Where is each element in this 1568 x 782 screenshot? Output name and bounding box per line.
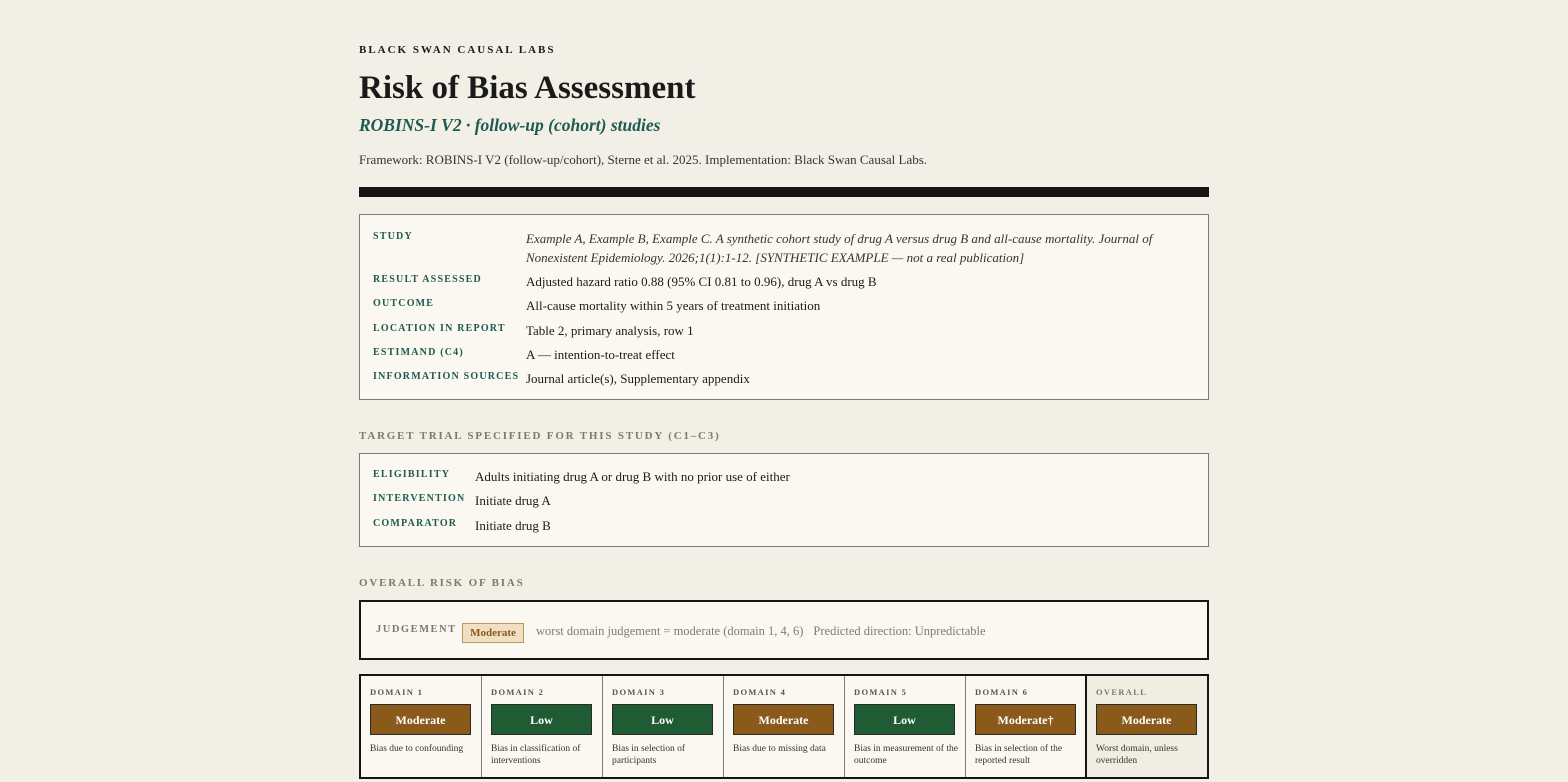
intervention-value: Initiate drug A [475,493,551,508]
domain-card [603,676,724,777]
outcome-label: OUTCOME [373,298,435,309]
comparator-label: COMPARATOR [373,518,458,529]
domain-label: DOMAIN 5 [854,687,908,697]
domain-label: DOMAIN 1 [370,687,424,697]
intervention-row [373,491,1194,510]
domain-description: Bias in measurement of the outcome [854,744,958,766]
overall-heading: OVERALL RISK OF BIAS [359,577,525,589]
domain-label: OVERALL [1096,687,1148,697]
result-row [373,272,1194,291]
page-subtitle: ROBINS-I V2 · follow-up (cohort) studies [359,115,661,135]
domain-judgement-badge: Low [854,704,955,735]
location-value: Table 2, primary analysis, row 1 [526,323,694,338]
judgement-label: JUDGEMENT [376,624,457,635]
estimand-value: A — intention-to-treat effect [526,347,675,362]
study-details-panel [359,214,1209,400]
domain-judgement-badge: Moderate† [975,704,1076,735]
brand-label: BLACK SWAN CAUSAL LABS [359,44,556,56]
domain-card [724,676,845,777]
location-label: LOCATION IN REPORT [373,323,506,334]
eligibility-label: ELIGIBILITY [373,469,451,480]
domain-description: Worst domain, unless overridden [1096,744,1178,766]
result-value: Adjusted hazard ratio 0.88 (95% CI 0.81 to 0.96), drug A vs drug B [526,274,877,289]
target-trial-panel [359,453,1209,547]
domain-label: DOMAIN 2 [491,687,545,697]
study-row [373,229,1194,267]
comparator-value: Initiate drug B [475,518,551,533]
target-trial-heading: TARGET TRIAL SPECIFIED FOR THIS STUDY (C1–C3) [359,430,721,442]
domain-card [482,676,603,777]
estimand-label: ESTIMAND (C4) [373,347,464,358]
outcome-value: All-cause mortality within 5 years of treatment initiation [526,298,821,313]
location-row [373,321,1194,340]
domain-judgement-badge: Low [612,704,713,735]
overall-judgement-panel [359,600,1209,660]
overall-domain-card [1087,676,1207,777]
domain-card [966,676,1087,777]
domain-card [361,676,482,777]
predicted-direction: Predicted direction: Unpredictable [813,624,986,638]
domain-description: Bias in selection of participants [612,744,686,766]
judgement-rationale: worst domain judgement = moderate (domain 1, 4, 6) [536,624,804,638]
header-divider [359,187,1209,197]
domain-description: Bias in classification of interventions [491,744,581,766]
study-citation: Example A, Example B, Example C. A synthetic cohort study of drug A versus drug B and all-cause mortality. Journal of Nonexistent Epidemiology. 2026;1(1):1-12. [SYNTHETIC EXAMPLE — not a real publication] [526,231,1153,265]
domain-description: Bias in selection of the reported result [975,744,1063,766]
study-label: STUDY [373,231,413,242]
domain-card [845,676,966,777]
outcome-row [373,296,1194,315]
domain-label: DOMAIN 4 [733,687,787,697]
domain-judgement-badge: Moderate [370,704,471,735]
result-label: RESULT ASSESSED [373,274,482,285]
domain-label: DOMAIN 6 [975,687,1029,697]
page-title: Risk of Bias Assessment [359,70,696,106]
domain-judgement-badge: Moderate [733,704,834,735]
domain-label: DOMAIN 3 [612,687,666,697]
domain-description: Bias due to missing data [733,744,826,754]
estimand-row [373,345,1194,364]
eligibility-row [373,467,1194,486]
overall-judgement-badge: Moderate [462,623,524,643]
sources-row [373,369,1194,388]
comparator-row [373,516,1194,535]
domain-judgement-badge: Moderate [1096,704,1197,735]
domain-summary-strip [359,674,1209,779]
eligibility-value: Adults initiating drug A or drug B with no prior use of either [475,469,790,484]
sources-value: Journal article(s), Supplementary appendix [526,371,750,386]
sources-label: INFORMATION SOURCES [373,371,520,382]
framework-note: Framework: ROBINS-I V2 (follow-up/cohort), Sterne et al. 2025. Implementation: Black Swan Causal Labs. [359,152,928,167]
intervention-label: INTERVENTION [373,493,466,504]
domain-judgement-badge: Low [491,704,592,735]
domain-description: Bias due to confounding [370,744,464,754]
judgement-note [536,624,986,639]
